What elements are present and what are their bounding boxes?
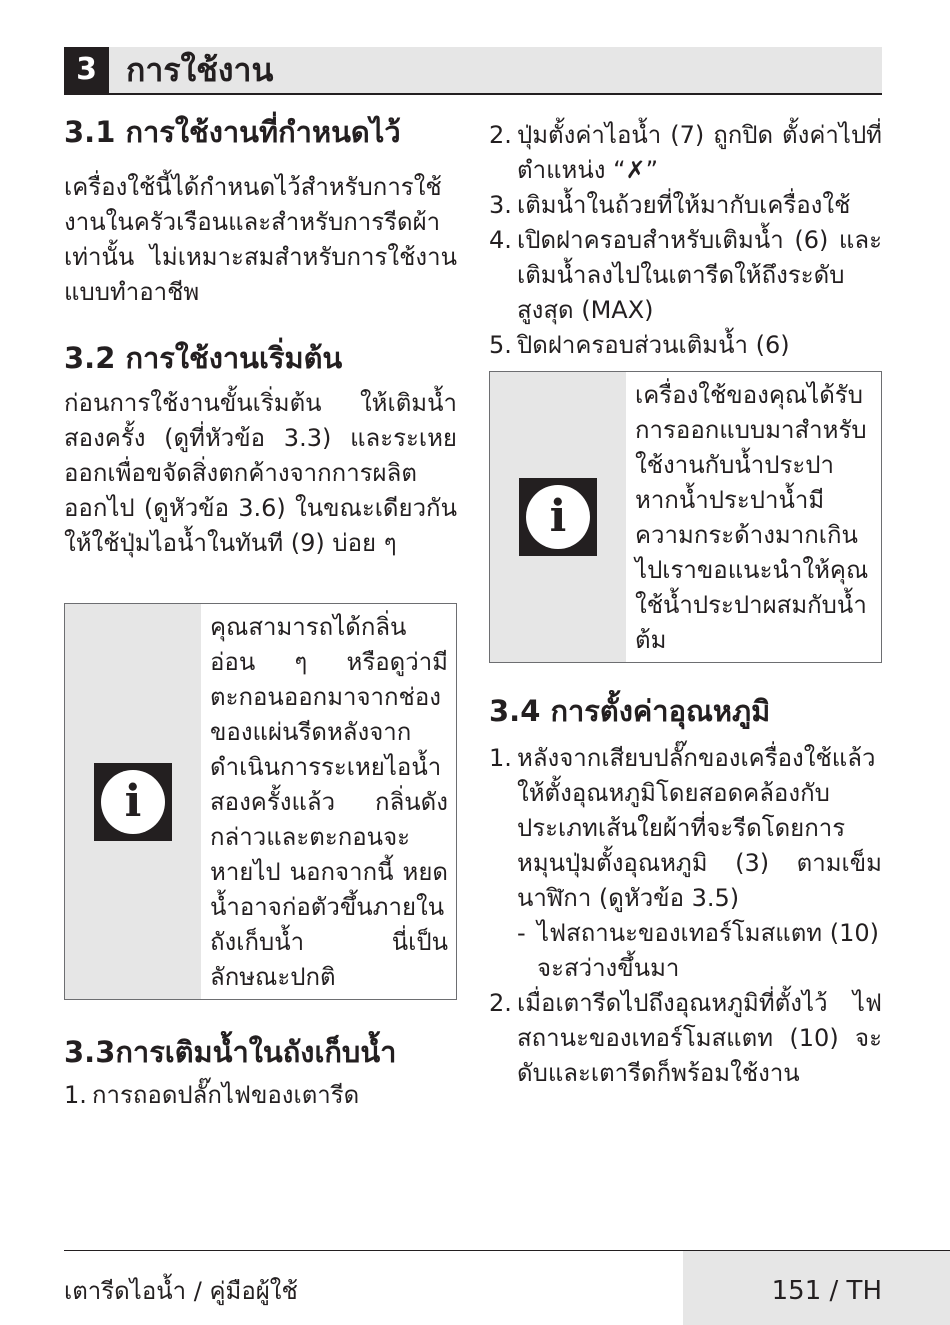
info-icon: i bbox=[94, 763, 172, 841]
section-3-1-body: เครื่องใช้นี้ได้กำหนดไว้สำหรับการใช้งานในครัวเรือนและสำหรับการรีดผ้าเท่านั้น ไม่เหมาะสมสำหรับการใช้งานแบบทำอาชีพ bbox=[64, 173, 457, 306]
chapter-header bbox=[64, 47, 882, 95]
list-item: 5. ปิดฝาครอบส่วนเติมน้ำ (6) bbox=[489, 331, 790, 359]
list-item: 2. เมื่อเตารีดไปถึงอุณหภูมิที่ตั้งไว้ ไฟสถานะของเทอร์โมสแตท (10) จะดับและเตารีดก็พร้อมใช้งาน bbox=[489, 989, 882, 1087]
info-icon-cell bbox=[65, 604, 201, 999]
section-3-3-heading: 3.3การเติมน้ำในถังเก็บน้ำ bbox=[64, 1035, 397, 1069]
info-note-text: เครื่องใช้ของคุณได้รับการออกแบบมาสำหรับใช้งานกับน้ำประปา หากน้ำประปาน้ำมีความกระด้างมากเกินไปเราขอแนะนำให้คุณใช้น้ำประปาผสมกับน้ำต้ม bbox=[635, 381, 869, 654]
list-subitem: - ไฟสถานะของเทอร์โมสแตท (10) จะสว่างขึ้นมา bbox=[517, 919, 880, 982]
chapter-number: 3 bbox=[64, 47, 109, 93]
steam-off-icon: ✗ bbox=[625, 156, 646, 184]
info-icon-cell bbox=[490, 372, 626, 662]
list-item: 1. การถอดปลั๊กไฟของเตารีด bbox=[64, 1081, 360, 1109]
footer-title: เตารีดไอน้ำ / คู่มือผู้ใช้ bbox=[64, 1277, 298, 1305]
info-icon: i bbox=[519, 478, 597, 556]
section-3-2-heading: 3.2 การใช้งานเริ่มต้น bbox=[64, 341, 343, 375]
chapter-title: การใช้งาน bbox=[126, 51, 274, 89]
list-item: 4. เปิดฝาครอบสำหรับเติมน้ำ (6) และเติมน้ำลงไปในเตารีดให้ถึงระดับสูงสุด (MAX) bbox=[489, 226, 882, 324]
section-3-1-heading: 3.1 การใช้งานที่กำหนดไว้ bbox=[64, 115, 401, 149]
page-number: 151 / TH bbox=[771, 1276, 882, 1306]
section-3-4-heading: 3.4 การตั้งค่าอุณหภูมิ bbox=[489, 694, 771, 728]
info-note-box bbox=[489, 371, 882, 663]
list-item: 1. หลังจากเสียบปลั๊กของเครื่องใช้แล้ว ให้ตั้งอุณหภูมิโดยสอดคล้องกับประเภทเส้นใยผ้าที่จะรีดโดยการหมุนปุ่มตั้งอุณหภูมิ (3) ตามเข็มนาฬิกา (ดูหัวข้อ 3.5) bbox=[489, 744, 882, 912]
left-column bbox=[64, 112, 457, 1113]
list-item: 3. เติมน้ำในถ้วยที่ให้มากับเครื่องใช้ bbox=[489, 191, 851, 219]
section-3-2-body: ก่อนการใช้งานขั้นเริ่มต้น ให้เติมน้ำสองครั้ง (ดูที่หัวข้อ 3.3) และระเหยออกเพื่อขจัดสิ่งตกค้างจากการผลิตออกไป (ดูหัวข้อ 3.6) ในขณะเดียวกัน ให้ใช้ปุ่มไอน้ำในทันที (9) บ่อย ๆ bbox=[64, 389, 457, 557]
info-note-text: คุณสามารถได้กลิ่นอ่อน ๆ หรือดูว่ามีตะกอนออกมาจากช่องของแผ่นรีดหลังจากดำเนินการระเหยไอน้ำสองครั้งแล้ว กลิ่นดังกล่าวและตะกอนจะหายไป นอกจากนี้ หยดน้ำอาจก่อตัวขึ้นภายในถังเก็บน้ำ นี่เป็นลักษณะปกติ bbox=[210, 613, 448, 991]
info-note-box bbox=[64, 603, 457, 1000]
right-column bbox=[489, 118, 882, 1091]
list-item: 2. ปุ่มตั้งค่าไอน้ำ (7) ถูกปิด ตั้งค่าไปที่ตำแหน่ง “✗” bbox=[489, 121, 882, 184]
